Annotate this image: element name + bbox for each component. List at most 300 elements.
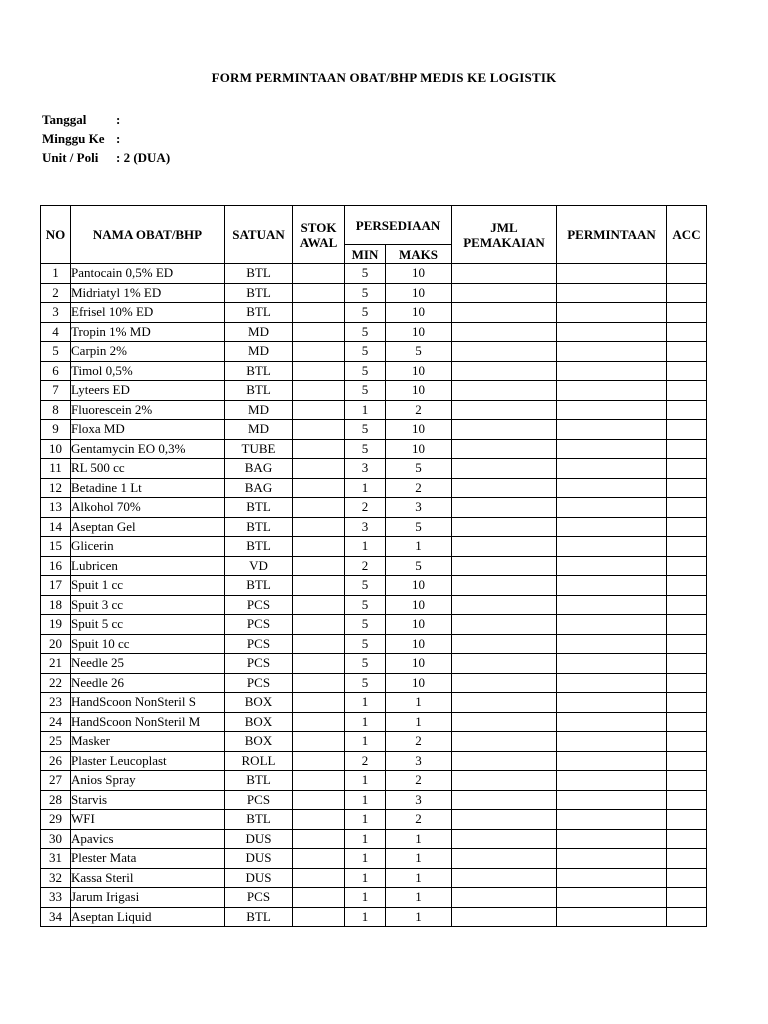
table-row xyxy=(41,459,707,479)
row-stok-awal[interactable] xyxy=(293,498,345,518)
table-row xyxy=(41,732,707,752)
row-no: 7 xyxy=(41,381,71,401)
row-permintaan[interactable] xyxy=(557,732,667,752)
table-row xyxy=(41,595,707,615)
row-nama-obat: HandScoon NonSteril S xyxy=(71,693,225,713)
header-persediaan: PERSEDIAAN xyxy=(345,206,452,245)
row-stok-awal[interactable] xyxy=(293,420,345,440)
row-satuan: PCS xyxy=(225,673,293,693)
row-no: 2 xyxy=(41,283,71,303)
header-acc: ACC xyxy=(667,206,707,264)
row-permintaan[interactable] xyxy=(557,400,667,420)
row-permintaan[interactable] xyxy=(557,829,667,849)
row-nama-obat: Lyteers ED xyxy=(71,381,225,401)
row-permintaan[interactable] xyxy=(557,517,667,537)
row-min: 5 xyxy=(345,595,386,615)
row-satuan: MD xyxy=(225,322,293,342)
row-satuan: PCS xyxy=(225,790,293,810)
row-nama-obat: Alkohol 70% xyxy=(71,498,225,518)
row-min: 2 xyxy=(345,751,386,771)
table-row xyxy=(41,283,707,303)
row-no: 20 xyxy=(41,634,71,654)
row-nama-obat: Spuit 3 cc xyxy=(71,595,225,615)
row-min: 5 xyxy=(345,381,386,401)
row-permintaan[interactable] xyxy=(557,498,667,518)
row-stok-awal[interactable] xyxy=(293,907,345,927)
row-jml-pemakaian[interactable] xyxy=(452,595,557,615)
row-maks: 10 xyxy=(386,381,452,401)
row-maks: 5 xyxy=(386,459,452,479)
row-no: 24 xyxy=(41,712,71,732)
row-jml-pemakaian[interactable] xyxy=(452,810,557,830)
row-acc[interactable] xyxy=(667,634,707,654)
row-nama-obat: Midriatyl 1% ED xyxy=(71,283,225,303)
table-row xyxy=(41,790,707,810)
table-row xyxy=(41,907,707,927)
row-permintaan[interactable] xyxy=(557,771,667,791)
row-satuan: BTL xyxy=(225,537,293,557)
row-jml-pemakaian[interactable] xyxy=(452,712,557,732)
row-maks: 3 xyxy=(386,790,452,810)
row-acc[interactable] xyxy=(667,420,707,440)
row-acc[interactable] xyxy=(667,556,707,576)
row-satuan: MD xyxy=(225,342,293,362)
row-satuan: BTL xyxy=(225,498,293,518)
row-stok-awal[interactable] xyxy=(293,381,345,401)
row-permintaan[interactable] xyxy=(557,264,667,284)
row-no: 11 xyxy=(41,459,71,479)
row-jml-pemakaian[interactable] xyxy=(452,751,557,771)
row-acc[interactable] xyxy=(667,732,707,752)
row-stok-awal[interactable] xyxy=(293,868,345,888)
row-satuan: BTL xyxy=(225,576,293,596)
meta-label: Unit / Poli xyxy=(42,150,99,165)
header-stok-line2: AWAL xyxy=(299,234,338,250)
row-jml-pemakaian[interactable] xyxy=(452,732,557,752)
row-jml-pemakaian[interactable] xyxy=(452,361,557,381)
row-permintaan[interactable] xyxy=(557,634,667,654)
row-permintaan[interactable] xyxy=(557,576,667,596)
row-acc[interactable] xyxy=(667,303,707,323)
row-min: 1 xyxy=(345,400,386,420)
row-permintaan[interactable] xyxy=(557,478,667,498)
table-row xyxy=(41,537,707,557)
row-permintaan[interactable] xyxy=(557,556,667,576)
row-permintaan[interactable] xyxy=(557,303,667,323)
header-maks: MAKS xyxy=(386,245,452,264)
table-row xyxy=(41,478,707,498)
row-no: 33 xyxy=(41,888,71,908)
row-acc[interactable] xyxy=(667,459,707,479)
row-jml-pemakaian[interactable] xyxy=(452,615,557,635)
row-stok-awal[interactable] xyxy=(293,556,345,576)
meta-value: : 2 (DUA) xyxy=(116,150,171,165)
row-stok-awal[interactable] xyxy=(293,849,345,869)
row-jml-pemakaian[interactable] xyxy=(452,576,557,596)
row-min: 2 xyxy=(345,556,386,576)
row-min: 1 xyxy=(345,771,386,791)
row-no: 3 xyxy=(41,303,71,323)
row-stok-awal[interactable] xyxy=(293,790,345,810)
row-satuan: BTL xyxy=(225,361,293,381)
row-nama-obat: Betadine 1 Lt xyxy=(71,478,225,498)
row-no: 17 xyxy=(41,576,71,596)
row-maks: 10 xyxy=(386,576,452,596)
row-maks: 1 xyxy=(386,849,452,869)
row-stok-awal[interactable] xyxy=(293,810,345,830)
row-permintaan[interactable] xyxy=(557,712,667,732)
row-maks: 1 xyxy=(386,888,452,908)
row-jml-pemakaian[interactable] xyxy=(452,693,557,713)
row-satuan: PCS xyxy=(225,634,293,654)
table-row xyxy=(41,673,707,693)
row-nama-obat: Floxa MD xyxy=(71,420,225,440)
row-no: 25 xyxy=(41,732,71,752)
row-no: 5 xyxy=(41,342,71,362)
row-nama-obat: RL 500 cc xyxy=(71,459,225,479)
row-maks: 1 xyxy=(386,907,452,927)
row-no: 1 xyxy=(41,264,71,284)
table-row xyxy=(41,556,707,576)
row-nama-obat: Gentamycin EO 0,3% xyxy=(71,439,225,459)
row-stok-awal[interactable] xyxy=(293,517,345,537)
row-permintaan[interactable] xyxy=(557,342,667,362)
row-maks: 1 xyxy=(386,868,452,888)
row-acc[interactable] xyxy=(667,498,707,518)
row-acc[interactable] xyxy=(667,576,707,596)
table-row xyxy=(41,576,707,596)
row-maks: 10 xyxy=(386,439,452,459)
row-no: 18 xyxy=(41,595,71,615)
row-jml-pemakaian[interactable] xyxy=(452,400,557,420)
row-stok-awal[interactable] xyxy=(293,342,345,362)
table-row xyxy=(41,712,707,732)
row-jml-pemakaian[interactable] xyxy=(452,498,557,518)
row-jml-pemakaian[interactable] xyxy=(452,634,557,654)
row-acc[interactable] xyxy=(667,888,707,908)
row-jml-pemakaian[interactable] xyxy=(452,439,557,459)
row-permintaan[interactable] xyxy=(557,654,667,674)
row-no: 23 xyxy=(41,693,71,713)
row-jml-pemakaian[interactable] xyxy=(452,888,557,908)
row-acc[interactable] xyxy=(667,751,707,771)
row-jml-pemakaian[interactable] xyxy=(452,790,557,810)
row-stok-awal[interactable] xyxy=(293,712,345,732)
row-permintaan[interactable] xyxy=(557,790,667,810)
row-min: 1 xyxy=(345,537,386,557)
row-maks: 3 xyxy=(386,751,452,771)
row-nama-obat: Plester Mata xyxy=(71,849,225,869)
row-satuan: BOX xyxy=(225,712,293,732)
row-maks: 10 xyxy=(386,283,452,303)
row-jml-pemakaian[interactable] xyxy=(452,556,557,576)
header-jml-line2: PEMAKAIAN xyxy=(463,234,545,250)
header-jml-line1: JML xyxy=(490,219,518,235)
row-maks: 2 xyxy=(386,810,452,830)
row-acc[interactable] xyxy=(667,439,707,459)
row-permintaan[interactable] xyxy=(557,693,667,713)
row-jml-pemakaian[interactable] xyxy=(452,478,557,498)
row-stok-awal[interactable] xyxy=(293,615,345,635)
row-satuan: PCS xyxy=(225,888,293,908)
row-nama-obat: Masker xyxy=(71,732,225,752)
row-satuan: BOX xyxy=(225,693,293,713)
row-acc[interactable] xyxy=(667,381,707,401)
row-nama-obat: Pantocain 0,5% ED xyxy=(71,264,225,284)
row-stok-awal[interactable] xyxy=(293,478,345,498)
row-acc[interactable] xyxy=(667,595,707,615)
row-acc[interactable] xyxy=(667,400,707,420)
row-stok-awal[interactable] xyxy=(293,634,345,654)
row-permintaan[interactable] xyxy=(557,868,667,888)
meta-label: Tanggal xyxy=(42,112,87,127)
header-satuan: SATUAN xyxy=(225,206,293,264)
row-stok-awal[interactable] xyxy=(293,654,345,674)
row-maks: 10 xyxy=(386,595,452,615)
row-no: 34 xyxy=(41,907,71,927)
row-no: 30 xyxy=(41,829,71,849)
meta-label: Minggu Ke xyxy=(42,131,105,146)
row-no: 29 xyxy=(41,810,71,830)
row-acc[interactable] xyxy=(667,283,707,303)
row-maks: 2 xyxy=(386,400,452,420)
row-maks: 10 xyxy=(386,264,452,284)
row-min: 3 xyxy=(345,517,386,537)
row-acc[interactable] xyxy=(667,868,707,888)
row-jml-pemakaian[interactable] xyxy=(452,673,557,693)
row-jml-pemakaian[interactable] xyxy=(452,459,557,479)
row-maks: 3 xyxy=(386,498,452,518)
row-nama-obat: Spuit 1 cc xyxy=(71,576,225,596)
header-nama-obat: NAMA OBAT/BHP xyxy=(71,206,225,264)
row-min: 1 xyxy=(345,790,386,810)
row-permintaan[interactable] xyxy=(557,537,667,557)
row-stok-awal[interactable] xyxy=(293,829,345,849)
row-permintaan[interactable] xyxy=(557,420,667,440)
row-permintaan[interactable] xyxy=(557,595,667,615)
row-maks: 1 xyxy=(386,712,452,732)
row-min: 5 xyxy=(345,673,386,693)
row-jml-pemakaian[interactable] xyxy=(452,849,557,869)
row-acc[interactable] xyxy=(667,810,707,830)
table-row xyxy=(41,771,707,791)
row-no: 28 xyxy=(41,790,71,810)
row-maks: 2 xyxy=(386,771,452,791)
header-jml-pemakaian xyxy=(452,206,557,264)
row-stok-awal[interactable] xyxy=(293,693,345,713)
table-row xyxy=(41,888,707,908)
row-permintaan[interactable] xyxy=(557,888,667,908)
row-permintaan[interactable] xyxy=(557,673,667,693)
row-acc[interactable] xyxy=(667,654,707,674)
table-row xyxy=(41,751,707,771)
row-nama-obat: Kassa Steril xyxy=(71,868,225,888)
row-jml-pemakaian[interactable] xyxy=(452,381,557,401)
row-jml-pemakaian[interactable] xyxy=(452,829,557,849)
row-min: 5 xyxy=(345,420,386,440)
row-acc[interactable] xyxy=(667,771,707,791)
row-satuan: DUS xyxy=(225,829,293,849)
row-satuan: DUS xyxy=(225,849,293,869)
row-nama-obat: Spuit 10 cc xyxy=(71,634,225,654)
row-stok-awal[interactable] xyxy=(293,576,345,596)
row-acc[interactable] xyxy=(667,322,707,342)
row-min: 2 xyxy=(345,498,386,518)
row-nama-obat: Plaster Leucoplast xyxy=(71,751,225,771)
row-no: 6 xyxy=(41,361,71,381)
row-stok-awal[interactable] xyxy=(293,673,345,693)
row-acc[interactable] xyxy=(667,673,707,693)
row-stok-awal[interactable] xyxy=(293,303,345,323)
row-min: 5 xyxy=(345,322,386,342)
row-jml-pemakaian[interactable] xyxy=(452,537,557,557)
row-maks: 10 xyxy=(386,303,452,323)
table-row xyxy=(41,654,707,674)
row-jml-pemakaian[interactable] xyxy=(452,283,557,303)
row-min: 1 xyxy=(345,712,386,732)
row-nama-obat: Apavics xyxy=(71,829,225,849)
row-min: 1 xyxy=(345,849,386,869)
row-nama-obat: Timol 0,5% xyxy=(71,361,225,381)
row-permintaan[interactable] xyxy=(557,615,667,635)
row-acc[interactable] xyxy=(667,517,707,537)
row-no: 27 xyxy=(41,771,71,791)
row-satuan: ROLL xyxy=(225,751,293,771)
row-nama-obat: Tropin 1% MD xyxy=(71,322,225,342)
row-permintaan[interactable] xyxy=(557,849,667,869)
table-row xyxy=(41,693,707,713)
row-permintaan[interactable] xyxy=(557,322,667,342)
row-permintaan[interactable] xyxy=(557,907,667,927)
table-row xyxy=(41,517,707,537)
row-acc[interactable] xyxy=(667,615,707,635)
row-no: 16 xyxy=(41,556,71,576)
row-satuan: BOX xyxy=(225,732,293,752)
row-stok-awal[interactable] xyxy=(293,595,345,615)
row-permintaan[interactable] xyxy=(557,751,667,771)
row-stok-awal[interactable] xyxy=(293,459,345,479)
row-permintaan[interactable] xyxy=(557,810,667,830)
row-stok-awal[interactable] xyxy=(293,322,345,342)
row-min: 5 xyxy=(345,342,386,362)
row-jml-pemakaian[interactable] xyxy=(452,322,557,342)
table-row xyxy=(41,829,707,849)
row-satuan: MD xyxy=(225,420,293,440)
row-min: 1 xyxy=(345,829,386,849)
row-jml-pemakaian[interactable] xyxy=(452,264,557,284)
row-satuan: PCS xyxy=(225,595,293,615)
row-satuan: DUS xyxy=(225,868,293,888)
row-no: 4 xyxy=(41,322,71,342)
row-acc[interactable] xyxy=(667,712,707,732)
row-no: 26 xyxy=(41,751,71,771)
row-nama-obat: Glicerin xyxy=(71,537,225,557)
row-stok-awal[interactable] xyxy=(293,361,345,381)
row-min: 5 xyxy=(345,439,386,459)
row-permintaan[interactable] xyxy=(557,361,667,381)
row-jml-pemakaian[interactable] xyxy=(452,907,557,927)
row-permintaan[interactable] xyxy=(557,459,667,479)
request-table xyxy=(40,205,707,927)
row-jml-pemakaian[interactable] xyxy=(452,654,557,674)
row-min: 5 xyxy=(345,303,386,323)
row-stok-awal[interactable] xyxy=(293,732,345,752)
row-stok-awal[interactable] xyxy=(293,264,345,284)
row-stok-awal[interactable] xyxy=(293,537,345,557)
row-stok-awal[interactable] xyxy=(293,439,345,459)
row-nama-obat: Efrisel 10% ED xyxy=(71,303,225,323)
row-stok-awal[interactable] xyxy=(293,400,345,420)
row-nama-obat: WFI xyxy=(71,810,225,830)
row-permintaan[interactable] xyxy=(557,381,667,401)
row-stok-awal[interactable] xyxy=(293,771,345,791)
row-stok-awal[interactable] xyxy=(293,751,345,771)
header-stok-awal xyxy=(293,206,345,264)
row-nama-obat: Lubricen xyxy=(71,556,225,576)
row-maks: 10 xyxy=(386,615,452,635)
row-maks: 1 xyxy=(386,537,452,557)
row-stok-awal[interactable] xyxy=(293,283,345,303)
row-jml-pemakaian[interactable] xyxy=(452,868,557,888)
row-stok-awal[interactable] xyxy=(293,888,345,908)
table-row xyxy=(41,615,707,635)
row-acc[interactable] xyxy=(667,907,707,927)
row-jml-pemakaian[interactable] xyxy=(452,517,557,537)
row-jml-pemakaian[interactable] xyxy=(452,303,557,323)
row-maks: 10 xyxy=(386,673,452,693)
row-nama-obat: HandScoon NonSteril M xyxy=(71,712,225,732)
row-jml-pemakaian[interactable] xyxy=(452,342,557,362)
row-acc[interactable] xyxy=(667,849,707,869)
row-maks: 1 xyxy=(386,693,452,713)
row-no: 9 xyxy=(41,420,71,440)
row-acc[interactable] xyxy=(667,478,707,498)
row-satuan: VD xyxy=(225,556,293,576)
row-permintaan[interactable] xyxy=(557,439,667,459)
row-no: 19 xyxy=(41,615,71,635)
row-acc[interactable] xyxy=(667,790,707,810)
row-maks: 10 xyxy=(386,420,452,440)
row-jml-pemakaian[interactable] xyxy=(452,771,557,791)
row-min: 1 xyxy=(345,478,386,498)
row-acc[interactable] xyxy=(667,342,707,362)
row-min: 1 xyxy=(345,693,386,713)
row-no: 22 xyxy=(41,673,71,693)
header-permintaan: PERMINTAAN xyxy=(557,206,667,264)
table-row xyxy=(41,439,707,459)
row-nama-obat: Aseptan Gel xyxy=(71,517,225,537)
row-maks: 10 xyxy=(386,634,452,654)
meta-value: : xyxy=(116,131,121,146)
row-satuan: BTL xyxy=(225,283,293,303)
row-min: 1 xyxy=(345,907,386,927)
row-satuan: BTL xyxy=(225,771,293,791)
row-acc[interactable] xyxy=(667,829,707,849)
row-acc[interactable] xyxy=(667,537,707,557)
row-acc[interactable] xyxy=(667,361,707,381)
row-nama-obat: Spuit 5 cc xyxy=(71,615,225,635)
meta-value: : xyxy=(116,112,121,127)
row-permintaan[interactable] xyxy=(557,283,667,303)
row-no: 31 xyxy=(41,849,71,869)
row-satuan: PCS xyxy=(225,615,293,635)
row-no: 32 xyxy=(41,868,71,888)
row-satuan: TUBE xyxy=(225,439,293,459)
row-jml-pemakaian[interactable] xyxy=(452,420,557,440)
table-row xyxy=(41,400,707,420)
row-acc[interactable] xyxy=(667,693,707,713)
row-acc[interactable] xyxy=(667,264,707,284)
